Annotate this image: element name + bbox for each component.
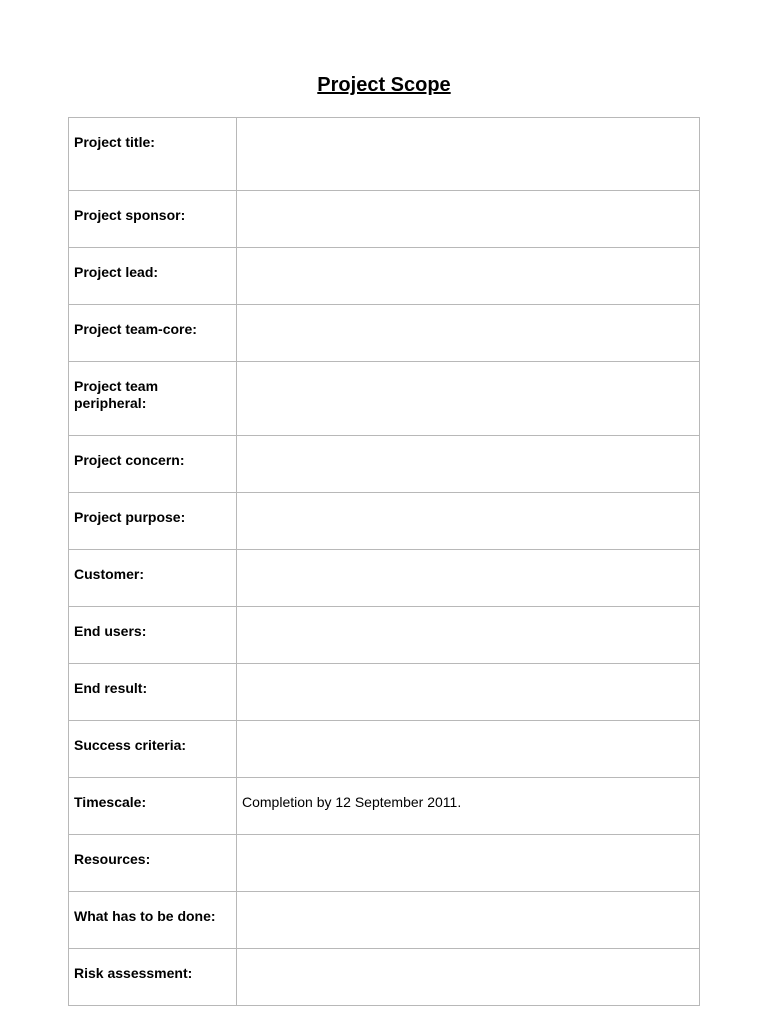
row-label: Project lead:	[74, 264, 159, 280]
table-row-end-users	[69, 607, 700, 664]
label-cell	[69, 550, 237, 607]
project-scope-table-body	[69, 118, 700, 1006]
row-label: What has to be done:	[74, 908, 216, 924]
row-label: Timescale:	[74, 794, 147, 810]
label-cell	[69, 436, 237, 493]
label-cell	[69, 835, 237, 892]
page-title: Project Scope	[317, 74, 451, 96]
label-cell	[69, 721, 237, 778]
table-row-project-sponsor	[69, 191, 700, 248]
row-value	[237, 305, 699, 321]
label-cell	[69, 892, 237, 949]
row-label: Project team peripheral:	[74, 378, 159, 411]
row-value	[237, 493, 699, 509]
table-row-project-lead	[69, 248, 700, 305]
row-value	[237, 362, 699, 378]
label-cell	[69, 493, 237, 550]
label-cell	[69, 949, 237, 1006]
value-cell	[237, 892, 700, 949]
row-label: Project team-core:	[74, 321, 197, 337]
row-value: Completion by 12 September 2011.	[242, 794, 462, 810]
row-value	[237, 436, 699, 452]
row-label: Project title:	[74, 134, 155, 150]
row-value	[237, 248, 699, 264]
value-cell	[237, 118, 700, 191]
label-cell	[69, 664, 237, 721]
row-label: Project sponsor:	[74, 207, 186, 223]
label-cell	[69, 248, 237, 305]
row-label: Resources:	[74, 851, 151, 867]
table-row-project-purpose	[69, 493, 700, 550]
row-label: End users:	[74, 623, 147, 639]
value-cell	[237, 550, 700, 607]
table-row-end-result	[69, 664, 700, 721]
table-row-risk-assessment	[69, 949, 700, 1006]
table-row-timescale	[69, 778, 700, 835]
value-cell	[237, 493, 700, 550]
table-row-project-team-peripheral	[69, 362, 700, 436]
value-cell	[237, 835, 700, 892]
table-row-what-has-to-be-done	[69, 892, 700, 949]
row-label: Success criteria:	[74, 737, 187, 753]
project-scope-table	[68, 117, 700, 1006]
label-cell	[69, 362, 237, 436]
row-value	[237, 607, 699, 623]
row-label: End result:	[74, 680, 148, 696]
value-cell	[237, 664, 700, 721]
value-cell	[237, 362, 700, 436]
value-cell	[237, 778, 700, 835]
label-cell	[69, 118, 237, 191]
value-cell	[237, 607, 700, 664]
table-row-resources	[69, 835, 700, 892]
row-label: Project concern:	[74, 452, 185, 468]
row-value	[237, 550, 699, 566]
label-cell	[69, 191, 237, 248]
row-label: Project purpose:	[74, 509, 186, 525]
table-row-project-title	[69, 118, 700, 191]
row-value	[237, 892, 699, 908]
table-row-customer	[69, 550, 700, 607]
value-cell	[237, 305, 700, 362]
row-value	[237, 664, 699, 680]
value-cell	[237, 949, 700, 1006]
value-cell	[237, 721, 700, 778]
label-cell	[69, 778, 237, 835]
label-cell	[69, 607, 237, 664]
row-value	[237, 191, 699, 207]
table-row-success-criteria	[69, 721, 700, 778]
table-row-project-concern	[69, 436, 700, 493]
row-label: Customer:	[74, 566, 145, 582]
row-value	[237, 118, 699, 134]
table-row-project-team-core	[69, 305, 700, 362]
value-cell	[237, 191, 700, 248]
row-value	[237, 949, 699, 965]
row-value	[237, 835, 699, 851]
row-value	[237, 721, 699, 737]
row-label: Risk assessment:	[74, 965, 193, 981]
value-cell	[237, 436, 700, 493]
value-cell	[237, 248, 700, 305]
label-cell	[69, 305, 237, 362]
